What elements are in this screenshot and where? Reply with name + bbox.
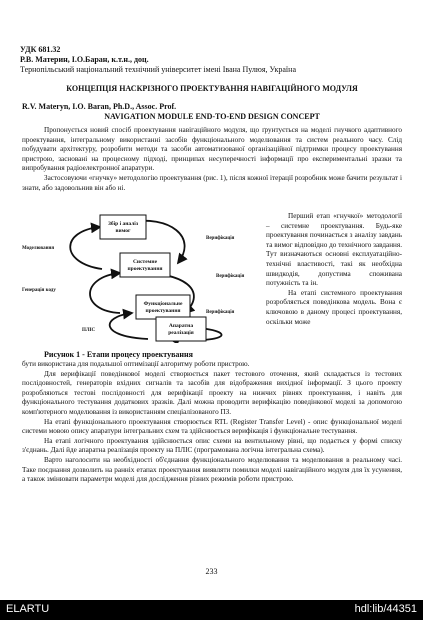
box3-line2: проектування [145, 308, 181, 314]
after-figure-text: бути використана для подальшої оптимізації алгоритму роботи пристрою. [22, 360, 250, 368]
figure-diagram [20, 213, 258, 343]
box-functional-design [136, 295, 190, 319]
footer-handle[interactable]: hdl:lib/44351 [354, 603, 417, 615]
label-modeling: Моделювання [22, 246, 55, 251]
title-ua: КОНЦЕПЦІЯ НАСКРІЗНОГО ПРОЕКТУВАННЯ НАВІГАЦІЙНОГО МОДУЛЯ [66, 84, 358, 93]
footer-repository-label: ELARTU [6, 603, 50, 615]
intro-paragraph: Пропонується новий спосіб проектування навігаційного модуля, що ґрунтується на моделі гнучкого адаптивного проектування, інтегральному використанні засобів функціонального моделювання та систем реального часу. Слід побудувати архітектуру, розробити методи та засоби автоматизованої організаційної підтримки процесу проектування пристрою, засновані на процесному підході, принципах несуперечності інформації про експериментальні зразки та випробування радіоелектронної апаратури. [22, 126, 402, 173]
box-hardware [156, 317, 206, 341]
label-verification-1: Верифікація [206, 236, 235, 241]
label-verification-3: Верифікація [206, 310, 235, 315]
flex-paragraph: Застосовуючи «гнучку» методологію проектування (рис. 1), після кожної ітерації розробник може бачити результат і знати, або задовольнив він або ні. [22, 173, 402, 192]
authors-ua: Р.В. Материн, І.О.Баран, к.т.н., доц. [20, 55, 149, 64]
box-system-design [120, 253, 170, 277]
label-plis: ПЛІС [82, 328, 96, 333]
rtl-paragraph: На етапі функціонального проектування створюється RTL (Register Transfer Level) - опис функціональної моделі системи мовою опису апаратури інтегральних схем та здійснюється верифікація і функціональне тестування. [22, 417, 402, 436]
box3-line1: Функціональне [143, 301, 183, 307]
final-paragraph: Варто наголосити на необхідності об'єднання функціонального моделювання та моделювання в реальному часі. Таке поєднання дозволить на ранніх етапах проектування виявляти помилки моделі навігаційного модуля для їх усунення, а також змінювати параметри моделі для дослідження різних режимів роботи пристрою. [22, 455, 402, 484]
intro-section [22, 126, 402, 193]
title-en: NAVIGATION MODULE END-TO-END DESIGN CONCEPT [104, 112, 320, 121]
side-column [266, 212, 402, 327]
page-number: 233 [205, 567, 218, 576]
box2-line1: Системне [132, 259, 158, 265]
body-section [22, 360, 402, 485]
label-verification-2: Верифікація [216, 274, 245, 279]
label-codegen: Генерація коду [22, 288, 56, 293]
footer-bar [0, 600, 423, 620]
side-paragraph-1: Перший етап «гнучкої» методології – системне проектування. Будь-яке проектування починається з аналізу завдань та вимог відповідно до технічного завдання. Тут визначаються основні експлуатаційно-технічні властивості, такі як необхідна швидкодія, допустима споживана потужність та ін. [266, 212, 402, 288]
box-requirements [100, 215, 146, 239]
box1-line2: вимог [115, 228, 131, 234]
verification-paragraph: Для верифікації поведінкової моделі створюється пакет тестового оточення, який складається із тестових послідовностей, генераторів вхідних сигналів та засобів для відображення вихідної інформації. З цього проекту розробляються тестові послідовності для верифікації проекту на нижчих рівнях проектування, і навіть для функціонального тестування додаткових зразків. Далі можна проводити верифікацію поведінкової моделі за допомогою комп'ютерного моделювання із використанням спеціалізованого ПЗ. [22, 369, 402, 416]
affiliation: Тернопільський національний технічний університет імені Івана Пулюя, Україна [20, 65, 296, 74]
box1-line1: Збір і аналіз [107, 221, 139, 227]
box4-line2: реалізація [168, 330, 194, 336]
figure-design-stages [20, 213, 258, 343]
box2-line2: проектування [127, 266, 163, 272]
side-paragraph-2: На етапі системного проектування розробляється поведінкова модель. Вона є ключовою в даному процесі проектування, оскільки може [266, 288, 402, 326]
figure-caption: Рисунок 1 - Етапи процесу проектування [44, 350, 193, 359]
logic-paragraph: На етапі логічного проектування здійснюється опис схеми на вентильному рівні, що подається у формі списку з'єднань. Далі йде апаратна реалізація проекту на ПЛІС (програмована логічна інтегральна схема). [22, 436, 402, 455]
authors-en: R.V. Materyn, I.O. Baran, Ph.D., Assoc. Prof. [22, 102, 177, 111]
udk-code: УДК 681.32 [20, 45, 61, 54]
box4-line1: Апаратна [168, 323, 194, 329]
